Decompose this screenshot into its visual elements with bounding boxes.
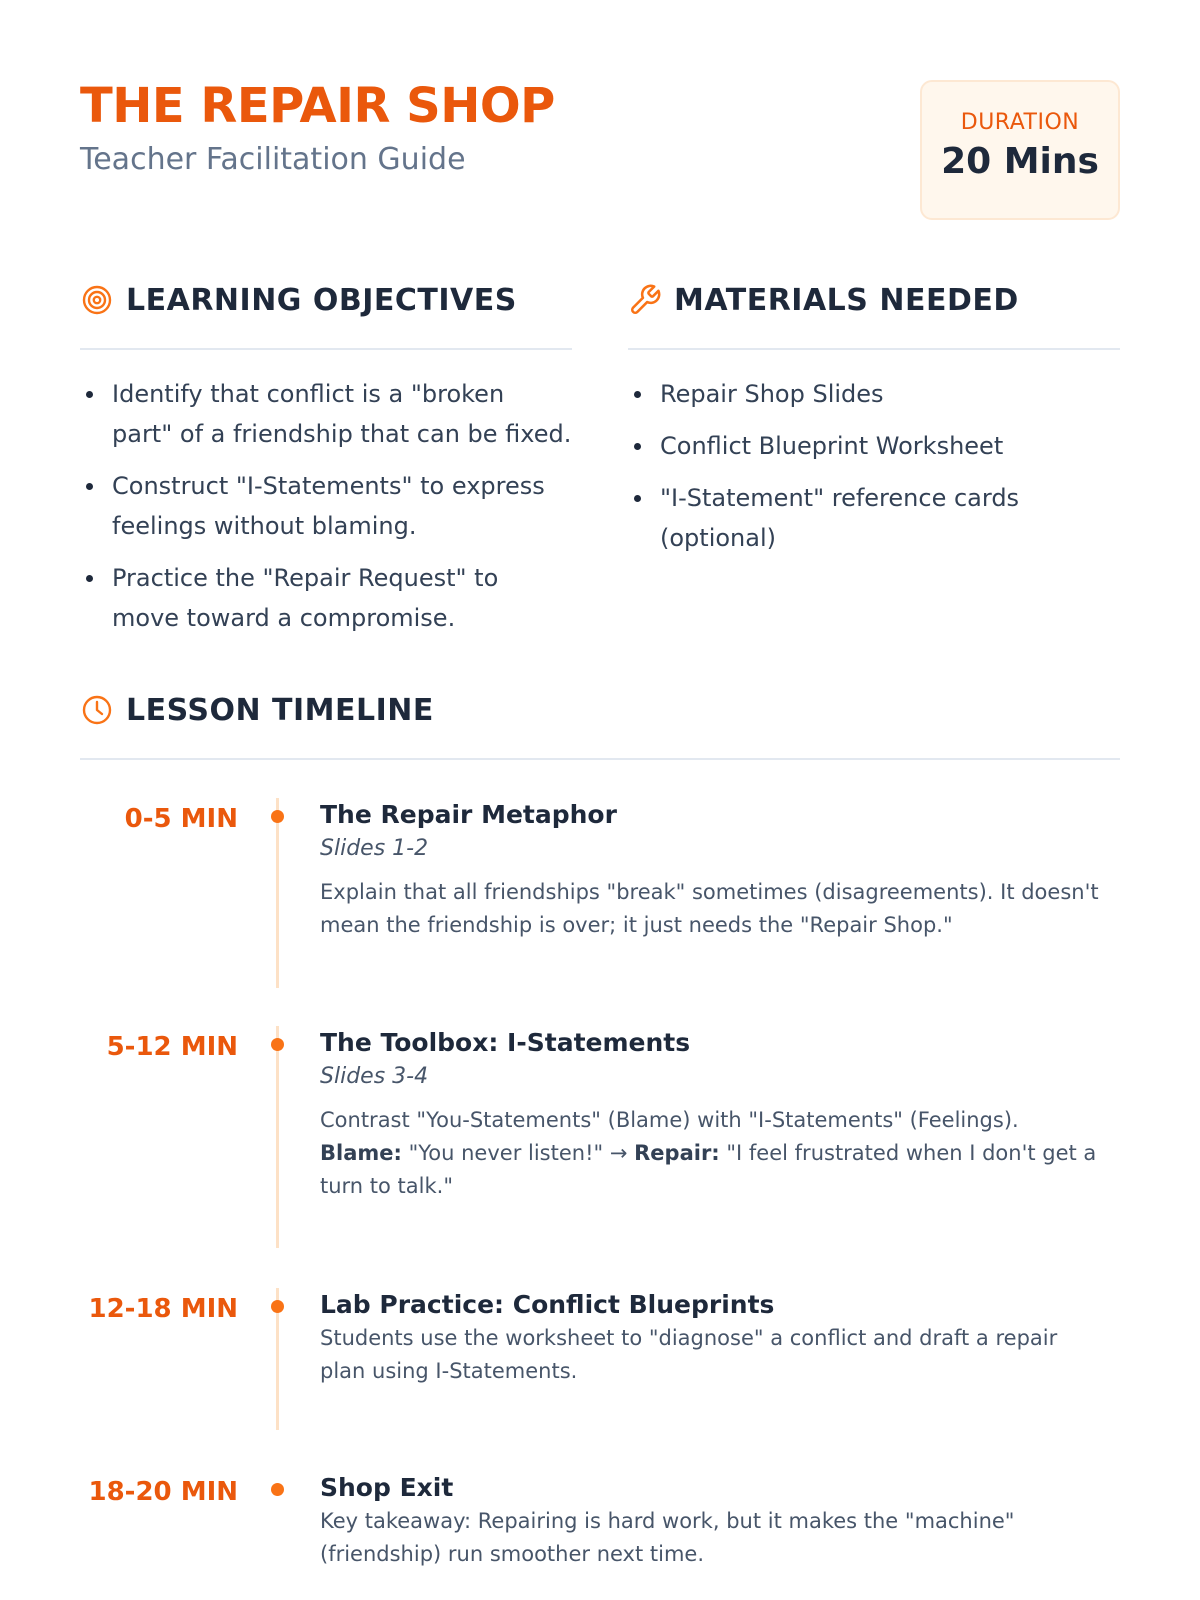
learning-objectives-section [80,280,572,650]
timeline-description [320,1104,1100,1203]
repair-label: Repair: [634,1141,720,1165]
timeline-title: Shop Exit [320,1473,454,1502]
timeline-item [80,798,1120,1026]
section-title: LESSON TIMELINE [126,692,434,728]
duration-card [920,80,1120,220]
header [80,60,1120,260]
timeline-title: The Repair Metaphor [320,800,617,829]
timeline-item [80,1026,1120,1288]
timeline-item [80,1471,1120,1581]
list-item: "I-Statement" reference cards (optional) [660,478,1120,558]
section-title: LEARNING OBJECTIVES [126,282,517,318]
section-heading [80,280,572,350]
list-item: Conflict Blueprint Worksheet [660,426,1120,466]
timeline-dot [271,1038,284,1051]
timeline-line [276,798,279,988]
overview-columns [80,280,1120,640]
section-title: MATERIALS NEEDED [674,282,1019,318]
blame-example: "You never listen!" → [408,1141,628,1165]
materials-list [628,374,1120,558]
target-icon [80,283,114,317]
timeline-time: 0-5 MIN [124,804,238,834]
timeline-dot [271,1300,284,1313]
timeline-title: Lab Practice: Conflict Blueprints [320,1290,775,1319]
blame-label: Blame: [320,1141,402,1165]
timeline-slides: Slides 3-4 [320,1064,429,1089]
description-intro: Contrast "You-Statements" (Blame) with "I-Statements" (Feelings). [320,1108,1019,1132]
clock-icon [80,693,114,727]
section-heading [80,690,1120,760]
timeline-description: Explain that all friendships "break" sometimes (disagreements). It doesn't mean the friendship is over; it just needs the "Repair Shop." [320,880,1099,937]
timeline-description: Key takeaway: Repairing is hard work, but it makes the "machine" (friendship) run smoother next time. [320,1509,1015,1566]
duration-label: DURATION [960,110,1080,135]
timeline-dot [271,1483,284,1496]
list-item: Practice the "Repair Request" to move toward a compromise. [112,558,572,638]
timeline-item [80,1288,1120,1471]
lesson-timeline-section [80,690,1120,1581]
page-title: THE REPAIR SHOP [80,78,555,134]
facilitation-guide [80,60,1120,1566]
list-item: Repair Shop Slides [660,374,1120,414]
wrench-icon [628,283,662,317]
timeline-line [276,1026,279,1248]
list-item: Construct "I-Statements" to express feelings without blaming. [112,466,572,546]
repair-example: "I feel frustrated when I don't get a turn to talk." [320,1141,1097,1198]
timeline-slides: Slides 1-2 [320,836,429,861]
duration-value: 20 Mins [941,141,1099,182]
timeline-time: 5-12 MIN [106,1032,238,1062]
list-item: Identify that conflict is a "broken part" of a friendship that can be fixed. [112,374,572,454]
timeline-dot [271,810,284,823]
timeline-time: 18-20 MIN [88,1477,238,1507]
timeline-title: The Toolbox: I-Statements [320,1028,691,1057]
timeline-time: 12-18 MIN [88,1294,238,1324]
timeline [80,798,1120,1581]
section-heading [628,280,1120,350]
objectives-list [80,374,572,638]
materials-needed-section [628,280,1120,570]
page-subtitle: Teacher Facilitation Guide [80,142,466,177]
timeline-description: Students use the worksheet to "diagnose" a conflict and draft a repair plan using I-Statements. [320,1326,1058,1383]
